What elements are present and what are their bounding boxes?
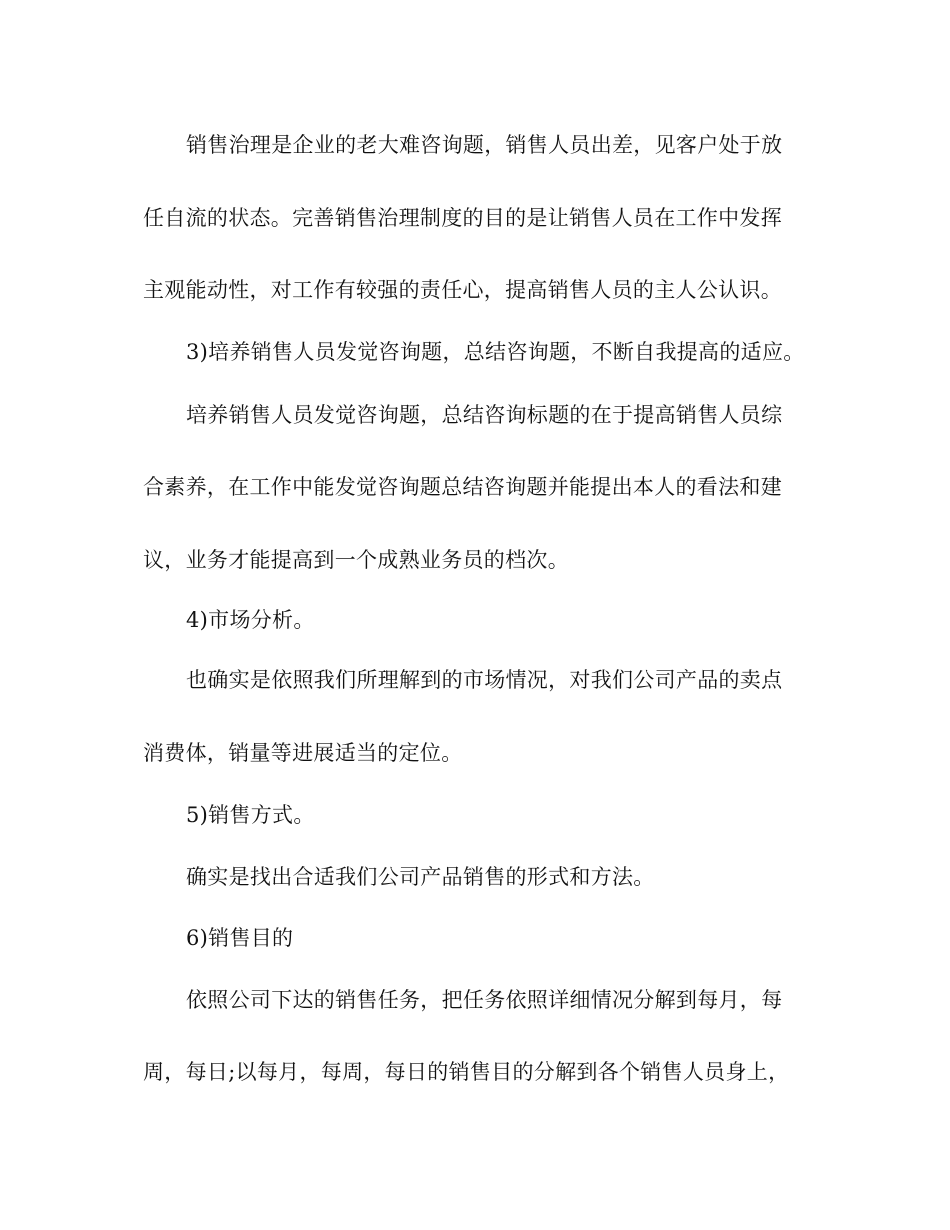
paragraph-sales-target-line-1: 依照公司下达的销售任务，把任务依照详细情况分解到每月，每: [186, 988, 783, 1012]
heading-item-5: 5)销售方式。: [186, 803, 315, 827]
paragraph-sales-management-line-1: 销售治理是企业的老大难咨询题，销售人员出差，见客户处于放: [186, 133, 783, 157]
paragraph-sales-method: 确实是找出合适我们公司产品销售的形式和方法。: [186, 865, 655, 889]
paragraph-training-line-2: 合素养，在工作中能发觉咨询题总结咨询题并能提出本人的看法和建: [143, 475, 782, 499]
paragraph-market-line-1: 也确实是依照我们所理解到的市场情况，对我们公司产品的卖点: [186, 668, 783, 692]
paragraph-sales-target-line-2: 周，每日;以每月，每周，每日的销售目的分解到各个销售人员身上，: [143, 1060, 790, 1084]
paragraph-sales-management-line-3: 主观能动性，对工作有较强的责任心，提高销售人员的主人公认识。: [143, 278, 782, 302]
heading-item-4: 4)市场分析。: [186, 608, 315, 632]
paragraph-training-line-3: 议，业务才能提高到一个成熟业务员的档次。: [143, 548, 569, 572]
paragraph-training-line-1: 培养销售人员发觉咨询题，总结咨询标题的在于提高销售人员综: [186, 403, 783, 427]
heading-item-3: 3)培养销售人员发觉咨询题，总结咨询题，不断自我提高的适应。: [186, 340, 805, 364]
paragraph-sales-management-line-2: 任自流的状态。完善销售治理制度的目的是让销售人员在工作中发挥: [143, 206, 782, 230]
heading-item-6: 6)销售目的: [186, 926, 294, 950]
paragraph-market-line-2: 消费体，销量等进展适当的定位。: [143, 741, 463, 765]
